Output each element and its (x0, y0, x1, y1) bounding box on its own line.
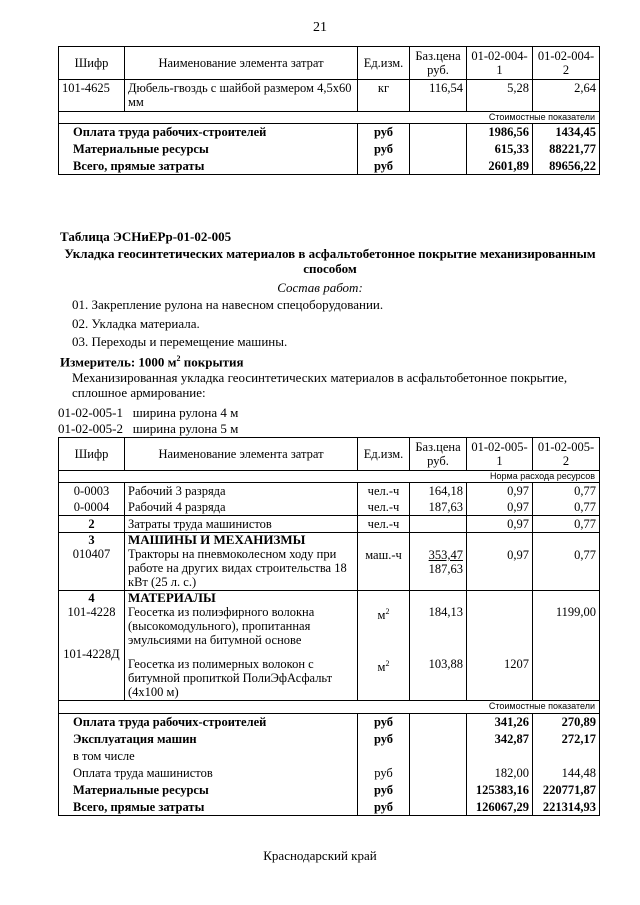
totals-v2: 144,48 (533, 765, 600, 782)
section-heading: Укладка геосинтетических материалов в асфальтобетонное покрытие механизированным способом (64, 246, 596, 276)
totals-v1: 2601,89 (467, 158, 533, 175)
totals-v1: 182,00 (467, 765, 533, 782)
row-v1: 5,28 (467, 80, 533, 112)
work-step-2: 02. Укладка материала. (72, 316, 200, 331)
header-unit: Ед.изм. (358, 47, 410, 80)
cost-indicators-label: Стоимостные показатели (59, 112, 600, 124)
totals-v2 (533, 748, 600, 765)
totals-v1: 341,26 (467, 714, 533, 731)
totals-row (59, 748, 600, 765)
header-base-price: Баз.цена руб. (410, 438, 467, 471)
totals-unit: руб (358, 141, 410, 158)
row-code: 101-4625 (59, 80, 125, 112)
totals-unit: руб (358, 799, 410, 816)
totals-v2: 272,17 (533, 731, 600, 748)
header-code: Шифр (59, 47, 125, 80)
work-step-3: 03. Переходы и перемещение машины. (72, 334, 288, 349)
totals-name: Оплата труда рабочих-строителей (59, 124, 358, 141)
totals-name: в том числе (59, 748, 358, 765)
totals-row (59, 799, 600, 816)
table-row: 0-0004 Рабочий 4 разряда чел.-ч 187,63 0,97 0,77 (59, 499, 600, 516)
resource-table-01-02-005 (58, 437, 600, 816)
header-name: Наименование элемента затрат (125, 438, 358, 471)
totals-v1: 342,87 (467, 731, 533, 748)
totals-v1: 126067,29 (467, 799, 533, 816)
header-unit: Ед.изм. (358, 438, 410, 471)
table-row (59, 80, 600, 112)
totals-name: Всего, прямые затраты (59, 158, 358, 175)
totals-row (59, 124, 600, 141)
totals-v2: 221314,93 (533, 799, 600, 816)
totals-unit: руб (358, 714, 410, 731)
totals-name: Эксплуатация машин (59, 731, 358, 748)
page-number: 21 (313, 20, 327, 35)
header-col1: 01-02-004-1 (467, 47, 533, 80)
totals-name: Оплата труда рабочих-строителей (59, 714, 358, 731)
row-price: 116,54 (410, 80, 467, 112)
totals-unit: руб (358, 782, 410, 799)
totals-unit: руб (358, 124, 410, 141)
totals-v1: 125383,16 (467, 782, 533, 799)
header-name: Наименование элемента затрат (125, 47, 358, 80)
meter: Измеритель: 1000 $м^2$ покрытия (60, 354, 244, 370)
table-row: 4 101-4228 101-4228Д МАТЕРИАЛЫ Геосетка из полиэфирного волокна (высокомодульного), пропитанная эмульсиями на битумной основе Геосетка из полимерных волокон с битумной пропиткой ПолиЭфАсфальт (4х100 м) $м^2$ $м^2$ 184,13 103,88 1207 1199,00 (59, 591, 600, 701)
header-col1: 01-02-005-1 (467, 438, 533, 471)
totals-row (59, 765, 600, 782)
totals-unit: руб (358, 765, 410, 782)
totals-v2: 88221,77 (533, 141, 600, 158)
totals-unit (358, 748, 410, 765)
table-row: 0-0003 Рабочий 3 разряда чел.-ч 164,18 0,97 0,77 (59, 483, 600, 500)
header-code: Шифр (59, 438, 125, 471)
header-col2: 01-02-004-2 (533, 47, 600, 80)
totals-row (59, 158, 600, 175)
variant-2: 01-02-005-2 ширина рулона 5 м (58, 421, 239, 436)
variant-1: 01-02-005-1 ширина рулона 4 м (58, 405, 239, 420)
description: Механизированная укладка геосинтетических материалов в асфальтобетонное покрытие, сплошное армирование: (72, 370, 568, 400)
table-row: 3 010407 МАШИНЫ И МЕХАНИЗМЫ Тракторы на пневмоколесном ходу при работе на других видах строительства 18 кВт (25 л. с.) маш.-ч 353,47 187,63 0,97 0,77 (59, 533, 600, 591)
totals-row (59, 731, 600, 748)
totals-v2: 1434,45 (533, 124, 600, 141)
header-base-price: Баз.цена руб. (410, 47, 467, 80)
composition-label: Состав работ: (277, 280, 363, 295)
totals-unit: руб (358, 158, 410, 175)
row-name: Дюбель-гвоздь с шайбой размером 4,5х60 мм (125, 80, 358, 112)
work-step-1: 01. Закрепление рулона на навесном спецоборудовании. (72, 297, 384, 312)
row-v2: 2,64 (533, 80, 600, 112)
totals-name: Всего, прямые затраты (59, 799, 358, 816)
norm-label: Норма расхода ресурсов (59, 471, 600, 483)
totals-row (59, 714, 600, 731)
footer-region: Краснодарский край (263, 848, 377, 863)
totals-v2: 220771,87 (533, 782, 600, 799)
row-unit: кг (358, 80, 410, 112)
totals-v2: 270,89 (533, 714, 600, 731)
totals-name: Материальные ресурсы (59, 141, 358, 158)
totals-name: Оплата труда машинистов (59, 765, 358, 782)
table-title: Таблица ЭСНиЕРр-01-02-005 (60, 229, 232, 244)
totals-v1 (467, 748, 533, 765)
totals-row (59, 141, 600, 158)
totals-row (59, 782, 600, 799)
totals-unit: руб (358, 731, 410, 748)
cost-indicators-label: Стоимостные показатели (59, 701, 600, 714)
header-col2: 01-02-005-2 (533, 438, 600, 471)
totals-name: Материальные ресурсы (59, 782, 358, 799)
resource-table-01-02-004 (58, 46, 600, 175)
totals-v1: 1986,56 (467, 124, 533, 141)
totals-v1: 615,33 (467, 141, 533, 158)
table-row: 2 Затраты труда машинистов чел.-ч 0,97 0,77 (59, 516, 600, 533)
totals-v2: 89656,22 (533, 158, 600, 175)
